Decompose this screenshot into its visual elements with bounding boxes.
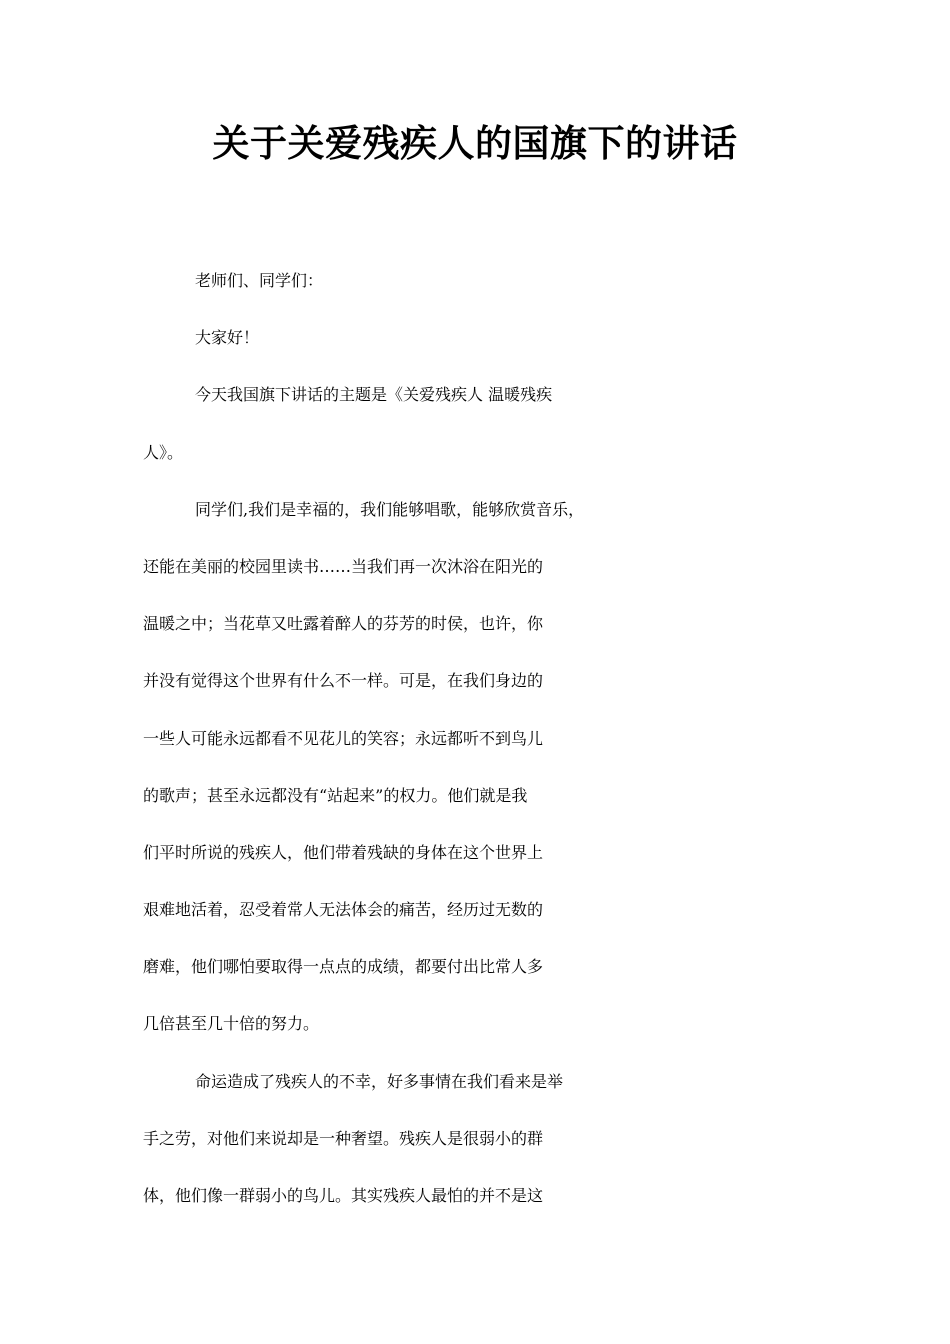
paragraph-line: 手之劳，对他们来说却是一种奢望。残疾人是很弱小的群 [143,1128,544,1148]
paragraph-line: 温暖之中；当花草又吐露着醉人的芬芳的时侯，也许，你 [143,614,544,634]
document-title: 关于关爱残疾人的国旗下的讲话 [212,122,738,165]
paragraph-line: 们平时所说的残疾人，他们带着残缺的身体在这个世界上 [143,842,544,862]
paragraph-line: 同学们,我们是幸福的，我们能够唱歌，能够欣赏音乐， [195,499,585,519]
paragraph-line: 一些人可能永远都看不见花儿的笑容；永远都听不到鸟儿 [143,728,544,748]
paragraph-line: 命运造成了残疾人的不幸，好多事情在我们看来是举 [195,1071,564,1091]
paragraph-line: 还能在美丽的校园里读书……当我们再一次沐浴在阳光的 [143,556,544,576]
paragraph-line: 艰难地活着，忍受着常人无法体会的痛苦，经历过无数的 [143,900,544,920]
salutation-line: 老师们、同学们： [195,271,324,290]
document-body [143,252,815,1224]
paragraph-line: 磨难，他们哪怕要取得一点点的成绩，都要付出比常人多 [143,957,544,977]
greeting-line: 大家好！ [195,328,260,348]
paragraph-line: 人》。 [143,442,184,462]
paragraph-line: 并没有觉得这个世界有什么不一样。可是，在我们身边的 [143,671,544,691]
paragraph-line: 今天我国旗下讲话的主题是《关爱残疾人 温暖残疾 [195,385,553,405]
paragraph-line: 的歌声；甚至永远都没有“站起来”的权力。他们就是我 [143,785,528,805]
paragraph-line: 体，他们像一群弱小的鸟儿。其实残疾人最怕的并不是这 [143,1186,544,1205]
paragraph-line: 几倍甚至几十倍的努力。 [143,1014,320,1034]
